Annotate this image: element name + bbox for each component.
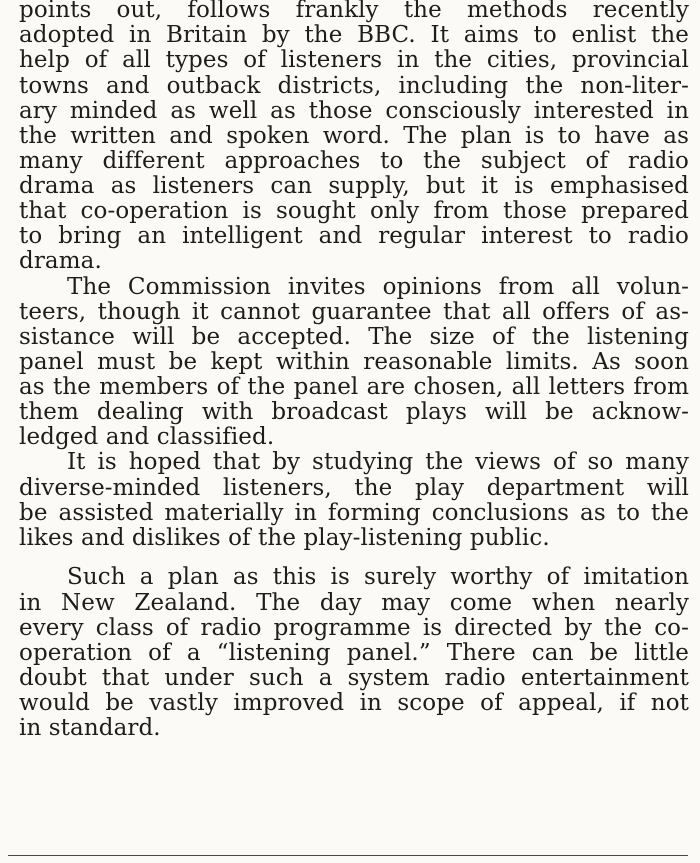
paragraph-4-line-3: every class of radio programme is directed by the co- <box>19 615 689 641</box>
paragraph-4-line-1: Such a plan as this is surely worthy of imitation <box>67 564 689 590</box>
paragraph-4-line-7: in standard. <box>19 715 161 741</box>
paragraph-1-line-9: that co-operation is sought only from those prepared <box>19 198 689 224</box>
paragraph-4-line-6: would be vastly improved in scope of appeal, if not <box>19 690 689 716</box>
paragraph-1-line-2: adopted in Britain by the BBC. It aims to enlist the <box>19 22 689 48</box>
paragraph-1-line-4: towns and outback districts, including the non-liter- <box>19 73 689 99</box>
paragraph-2-line-3: sistance will be accepted. The size of the listening <box>19 324 689 350</box>
paragraph-4-line-5: doubt that under such a system radio entertainment <box>19 665 689 691</box>
paragraph-3-line-2: diverse-minded listeners, the play department will <box>19 475 689 501</box>
paragraph-3-line-1: It is hoped that by studying the views of so many <box>67 449 689 475</box>
paragraph-1-line-3: help of all types of listeners in the cities, provincial <box>19 47 689 73</box>
paragraph-1-line-5: ary minded as well as those consciously interested in <box>19 98 689 124</box>
paragraph-2-line-4: panel must be kept within reasonable limits. As soon <box>19 349 689 375</box>
paragraph-3-line-4: likes and dislikes of the play-listening public. <box>19 525 550 551</box>
paragraph-1-line-11: drama. <box>19 248 102 274</box>
paragraph-1-line-10: to bring an intelligent and regular interest to radio <box>19 223 689 249</box>
paragraph-1-line-6: the written and spoken word. The plan is to have as <box>19 123 689 149</box>
paragraph-2-line-7: ledged and classified. <box>19 424 275 450</box>
paragraph-1-line-1: points out, follows frankly the methods recently <box>19 0 689 23</box>
paragraph-1-line-8: drama as listeners can supply, but it is emphasised <box>19 173 689 199</box>
paragraph-2-line-2: teers, though it cannot guarantee that all offers of as- <box>19 299 689 325</box>
paragraph-2-line-6: them dealing with broadcast plays will be acknow- <box>19 399 689 425</box>
paragraph-2-line-1: The Commission invites opinions from all volun- <box>67 274 689 300</box>
bottom-divider <box>8 855 688 856</box>
paragraph-4-line-4: operation of a “listening panel.” There can be little <box>19 640 689 666</box>
paragraph-4-line-2: in New Zealand. The day may come when nearly <box>19 590 689 616</box>
paragraph-2-line-5: as the members of the panel are chosen, all letters from <box>19 374 689 400</box>
paragraph-1-line-7: many different approaches to the subject of radio <box>19 148 689 174</box>
paragraph-3-line-3: be assisted materially in forming conclusions as to the <box>19 500 689 526</box>
